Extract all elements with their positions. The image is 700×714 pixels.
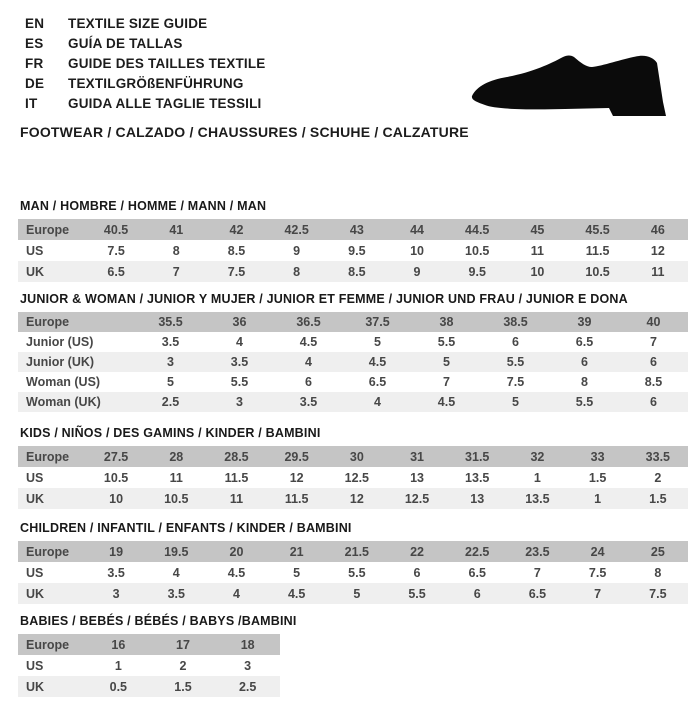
size-table-section <box>18 199 688 282</box>
guide-header <box>18 14 688 140</box>
size-cell: 6 <box>413 565 421 580</box>
row-label: UK <box>26 491 45 506</box>
size-cell: 3.5 <box>167 586 185 601</box>
size-cell: 19.5 <box>164 544 189 559</box>
row-label: UK <box>26 264 45 279</box>
size-cell: 4.5 <box>227 565 246 580</box>
size-cell: 32 <box>530 449 545 464</box>
size-cell: 41 <box>169 222 184 237</box>
size-cell: 7.5 <box>227 264 246 279</box>
size-cell: 9.5 <box>468 264 486 279</box>
row-label: US <box>26 470 44 485</box>
size-cell: 38.5 <box>503 315 528 329</box>
size-table <box>18 541 688 604</box>
size-cell: 36 <box>232 315 247 329</box>
size-cell: 19 <box>109 544 124 559</box>
size-cell: 13 <box>470 491 485 506</box>
size-cell: 7.5 <box>649 586 667 601</box>
size-cell: 8.5 <box>227 243 246 258</box>
size-cell: 42 <box>229 222 244 237</box>
size-cell: 7 <box>443 375 450 389</box>
size-table <box>18 219 688 282</box>
size-cell: 3.5 <box>299 395 318 409</box>
size-cell: 37.5 <box>365 315 390 329</box>
size-cell: 9 <box>413 264 421 279</box>
size-cell: 7 <box>594 586 602 601</box>
size-cell: 43 <box>349 222 364 237</box>
size-cell: 7 <box>650 335 657 349</box>
table-row <box>18 583 688 604</box>
size-cell: 4 <box>305 355 312 369</box>
table-row <box>18 240 688 261</box>
size-cell: 1.5 <box>174 679 192 694</box>
size-cell: 36.5 <box>296 315 321 329</box>
size-cell: 8.5 <box>644 375 663 389</box>
size-cell: 3 <box>112 586 120 601</box>
size-cell: 9.5 <box>348 243 366 258</box>
size-cell: 5 <box>167 375 174 389</box>
size-cell: 10.5 <box>465 243 490 258</box>
size-cell: 1 <box>533 470 541 485</box>
table-row <box>18 562 688 583</box>
size-cell: 13 <box>410 470 424 485</box>
size-cell: 40 <box>646 315 661 329</box>
table-row <box>18 467 688 488</box>
size-cell: 2 <box>654 470 662 485</box>
size-cell: 10.5 <box>164 491 189 506</box>
size-cell: 6 <box>581 355 588 369</box>
language-code: ES <box>25 36 44 51</box>
row-label: Woman (US) <box>26 375 101 389</box>
size-cell: 46 <box>650 222 665 237</box>
size-cell: 12.5 <box>344 470 370 485</box>
row-label: Europe <box>26 637 70 652</box>
row-label: Europe <box>26 222 70 237</box>
category-heading: FOOTWEAR / CALZADO / CHAUSSURES / SCHUHE / CALZATURE <box>20 124 469 140</box>
size-cell: 11.5 <box>284 491 309 506</box>
size-cell: 8 <box>293 264 301 279</box>
size-cell: 33.5 <box>645 449 671 464</box>
section-title: BABIES / BEBÉS / BÉBÉS / BABYS /BAMBINI <box>20 614 297 628</box>
table-row <box>18 392 688 412</box>
size-cell: 1.5 <box>588 470 607 485</box>
size-cell: 5 <box>374 335 381 349</box>
size-cell: 5.5 <box>437 335 456 349</box>
size-cell: 8.5 <box>348 264 366 279</box>
size-cell: 12.5 <box>404 491 430 506</box>
row-label: Junior (US) <box>26 335 94 349</box>
size-cell: 10 <box>530 264 545 279</box>
size-cell: 17 <box>176 637 190 652</box>
size-cell: 10 <box>410 243 424 258</box>
size-cell: 4.5 <box>437 395 456 409</box>
size-table <box>18 312 688 412</box>
size-cell: 0.5 <box>109 679 128 694</box>
size-cell: 2.5 <box>161 395 180 409</box>
table-row <box>18 634 280 655</box>
size-cell: 7 <box>172 264 180 279</box>
row-label: Europe <box>26 449 70 464</box>
guide-content <box>0 14 700 697</box>
size-cell: 1.5 <box>649 491 667 506</box>
size-cell: 35.5 <box>158 315 183 329</box>
size-cell: 10.5 <box>585 264 610 279</box>
size-cell: 9 <box>293 243 301 258</box>
size-cell: 4 <box>374 395 381 409</box>
size-cell: 5.5 <box>230 375 249 389</box>
table-row <box>18 332 688 352</box>
size-cell: 3 <box>244 658 252 673</box>
size-cell: 27.5 <box>103 449 129 464</box>
table-row <box>18 446 688 467</box>
size-cell: 18 <box>240 637 255 652</box>
row-label: US <box>26 565 44 580</box>
size-cell: 7.5 <box>506 375 525 389</box>
size-cell: 21 <box>289 544 304 559</box>
size-cell: 4.5 <box>299 335 318 349</box>
size-cell: 7 <box>533 565 541 580</box>
row-label: US <box>26 243 44 258</box>
size-cell: 11 <box>229 491 244 506</box>
size-cell: 39 <box>577 315 592 329</box>
size-cell: 8 <box>172 243 180 258</box>
size-cell: 5.5 <box>575 395 594 409</box>
size-cell: 12 <box>650 243 665 258</box>
size-cell: 10 <box>109 491 124 506</box>
size-cell: 22 <box>410 544 424 559</box>
size-cell: 4 <box>232 586 240 601</box>
size-cell: 8 <box>654 565 662 580</box>
size-cell: 5 <box>443 355 450 369</box>
size-cell: 13.5 <box>465 470 490 485</box>
size-cell: 45.5 <box>585 222 610 237</box>
size-cell: 40.5 <box>103 222 129 237</box>
section-title: CHILDREN / INFANTIL / ENFANTS / KINDER / BAMBINI <box>20 521 352 535</box>
table-row <box>18 655 280 676</box>
size-cell: 6 <box>305 375 312 389</box>
size-cell: 6.5 <box>107 264 125 279</box>
size-cell: 12 <box>289 470 304 485</box>
size-cell: 31.5 <box>465 449 490 464</box>
size-cell: 29.5 <box>284 449 309 464</box>
language-label: GUÍA DE TALLAS <box>68 36 183 51</box>
language-row <box>25 14 688 34</box>
row-label: UK <box>26 679 45 694</box>
size-cell: 6.5 <box>575 335 594 349</box>
size-cell: 44.5 <box>465 222 490 237</box>
size-cell: 6 <box>650 395 657 409</box>
table-row <box>18 372 688 392</box>
size-cell: 22.5 <box>465 544 490 559</box>
section-title: JUNIOR & WOMAN / JUNIOR Y MUJER / JUNIOR ET FEMME / JUNIOR UND FRAU / JUNIOR E DONA <box>20 292 628 306</box>
size-cell: 13.5 <box>525 491 550 506</box>
table-row <box>18 541 688 562</box>
size-cell: 3.5 <box>161 335 180 349</box>
size-cell: 11 <box>169 470 183 485</box>
size-cell: 6 <box>473 586 481 601</box>
size-cell: 7.5 <box>588 565 607 580</box>
size-cell: 20 <box>229 544 244 559</box>
size-cell: 4 <box>236 335 243 349</box>
row-label: Woman (UK) <box>26 395 101 409</box>
row-label: US <box>26 658 44 673</box>
size-cell: 11.5 <box>224 470 249 485</box>
table-row <box>18 219 688 240</box>
size-cell: 24 <box>590 544 605 559</box>
size-cell: 8 <box>581 375 588 389</box>
size-cell: 12 <box>349 491 364 506</box>
size-cell: 3 <box>236 395 243 409</box>
size-cell: 6.5 <box>468 565 486 580</box>
table-row <box>18 352 688 372</box>
size-cell: 1 <box>114 658 122 673</box>
size-cell: 3.5 <box>107 565 125 580</box>
size-cell: 21.5 <box>344 544 370 559</box>
size-cell: 3.5 <box>230 355 249 369</box>
size-cell: 42.5 <box>284 222 309 237</box>
size-cell: 30 <box>349 449 364 464</box>
size-cell: 7.5 <box>107 243 125 258</box>
language-label: GUIDA ALLE TAGLIE TESSILI <box>68 96 262 111</box>
size-table-section <box>18 521 688 604</box>
table-row <box>18 676 280 697</box>
language-code: FR <box>25 56 44 71</box>
row-label: UK <box>26 586 45 601</box>
size-table-section <box>18 292 688 412</box>
language-code: DE <box>25 76 45 91</box>
table-row <box>18 261 688 282</box>
size-cell: 4 <box>172 565 180 580</box>
size-cell: 5.5 <box>408 586 426 601</box>
table-row <box>18 312 688 332</box>
size-cell: 5 <box>353 586 361 601</box>
size-cell: 6.5 <box>528 586 547 601</box>
size-cell: 28.5 <box>224 449 249 464</box>
language-label: TEXTILGRÖßENFÜHRUNG <box>68 76 244 91</box>
size-cell: 11 <box>530 243 545 258</box>
size-table <box>18 634 280 697</box>
section-title: MAN / HOMBRE / HOMME / MANN / MAN <box>20 199 267 213</box>
table-row <box>18 488 688 509</box>
shoe-icon <box>455 44 685 134</box>
size-cell: 44 <box>410 222 424 237</box>
size-cell: 31 <box>410 449 424 464</box>
section-title: KIDS / NIÑOS / DES GAMINS / KINDER / BAMBINI <box>20 426 321 440</box>
size-cell: 1 <box>594 491 602 506</box>
size-cell: 11.5 <box>585 243 610 258</box>
size-cell: 5.5 <box>348 565 366 580</box>
language-code: EN <box>25 16 45 31</box>
row-label: Europe <box>26 315 70 329</box>
size-cell: 38 <box>439 315 454 329</box>
size-tables <box>18 199 688 697</box>
footwear-size-guide <box>0 14 700 714</box>
size-cell: 11 <box>651 264 665 279</box>
size-cell: 4.5 <box>368 355 387 369</box>
size-cell: 2.5 <box>238 679 257 694</box>
size-cell: 5 <box>293 565 301 580</box>
language-code: IT <box>25 96 38 111</box>
size-table-section <box>18 614 688 697</box>
language-label: GUIDE DES TAILLES TEXTILE <box>68 56 266 71</box>
size-cell: 33 <box>590 449 605 464</box>
size-table-section <box>18 426 688 509</box>
size-cell: 28 <box>169 449 184 464</box>
size-cell: 3 <box>167 355 174 369</box>
size-cell: 10.5 <box>103 470 129 485</box>
size-cell: 2 <box>179 658 187 673</box>
size-cell: 5 <box>512 395 519 409</box>
size-cell: 6.5 <box>368 375 387 389</box>
size-cell: 6 <box>512 335 519 349</box>
size-cell: 5.5 <box>506 355 525 369</box>
size-cell: 23.5 <box>525 544 550 559</box>
language-label: TEXTILE SIZE GUIDE <box>68 16 208 31</box>
row-label: Junior (UK) <box>26 355 95 369</box>
row-label: Europe <box>26 544 70 559</box>
size-cell: 16 <box>111 637 126 652</box>
size-cell: 25 <box>650 544 665 559</box>
size-cell: 45 <box>530 222 545 237</box>
size-cell: 6 <box>650 355 657 369</box>
size-cell: 4.5 <box>287 586 306 601</box>
size-table <box>18 446 688 509</box>
